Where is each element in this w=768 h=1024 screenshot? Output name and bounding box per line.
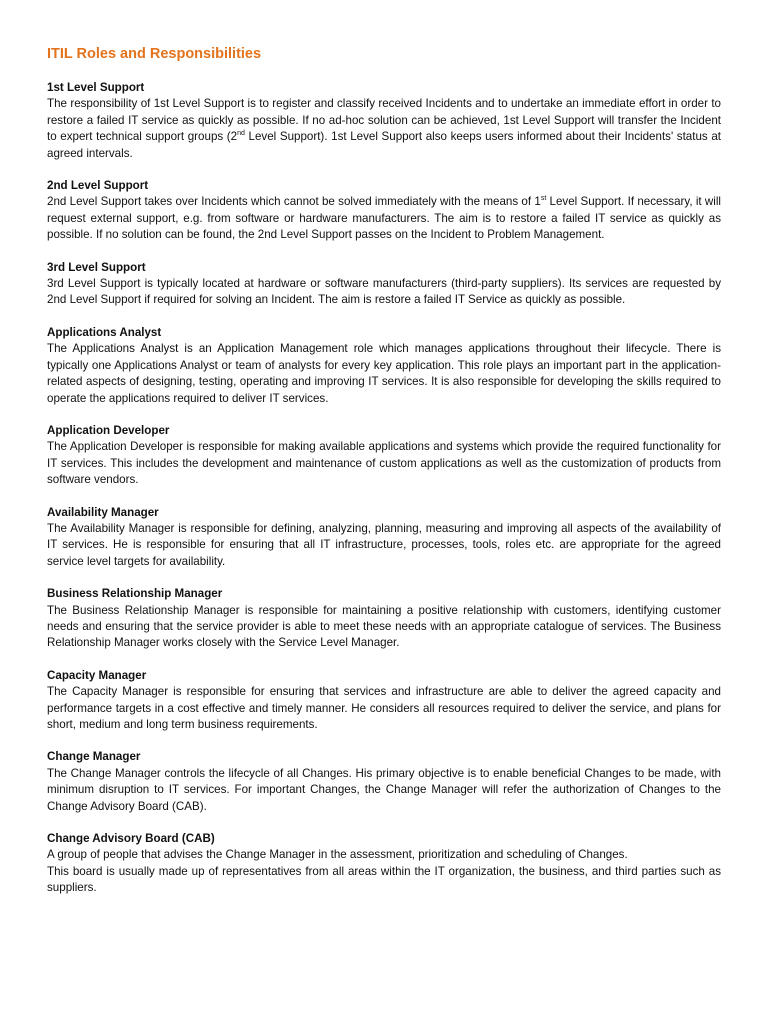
section-business-relationship-manager [47, 586, 721, 652]
section-body [47, 276, 721, 309]
section-paragraph [47, 96, 721, 162]
section-capacity-manager [47, 668, 721, 734]
section-paragraph: The Availability Manager is responsible for defining, analyzing, planning, measuring and improving all aspects of the availability of IT services. He is responsible for ensuring that all IT infrastructure, processes, tools, roles etc. are appropriate for the agreed service level targets for availability. [47, 521, 721, 568]
section-heading: 3rd Level Support [47, 260, 146, 274]
section-heading: Applications Analyst [47, 325, 162, 339]
section-heading: Business Relationship Manager [47, 587, 223, 601]
section-body [47, 684, 721, 733]
ordinal-superscript: nd [237, 130, 245, 138]
section-2nd-level-support [47, 178, 721, 244]
section-change-manager [47, 749, 721, 815]
document-title: ITIL Roles and Responsibilities [47, 46, 262, 62]
section-body [47, 194, 721, 243]
section-paragraph [47, 194, 721, 243]
section-paragraph: The Capacity Manager is responsible for ensuring that services and infrastructure are able to deliver the agreed capacity and performance targets in a cost effective and timely manner. He considers all resources required to deliver the service, and plans for short, medium and long term business requirements. [47, 685, 721, 731]
document-page [47, 44, 721, 913]
section-paragraph: The Applications Analyst is an Application Management role which manages applications throughout their lifecycle. There is typically one Applications Analyst or team of analysts for every key application. This role plays an important part in the application-related aspects of designing, testing, operating and improving IT services. It is also responsible for developing the skills required to operate the applications required to deliver IT services. [47, 342, 721, 405]
section-body [47, 521, 721, 570]
paragraph-text: The responsibility of 1st Level Support is to register and classify received Incidents and to undertake an immediate effort in order to restore a failed IT service as quickly as possible. If no ad-hoc solution can be achieved, 1st Level Support will transfer the Incident to expert technical support groups (2 [47, 97, 721, 144]
section-applications-analyst [47, 325, 721, 407]
section-heading: Change Advisory Board (CAB) [47, 832, 215, 846]
section-paragraph: The Business Relationship Manager is responsible for maintaining a positive relationship with customers, identifying customer needs and ensuring that the service provider is able to meet these needs with an appropriate catalogue of services. The Business Relationship Manager works closely with the Service Level Manager. [47, 603, 721, 650]
section-application-developer [47, 423, 721, 489]
section-body [47, 341, 721, 407]
section-heading: Application Developer [47, 423, 170, 437]
section-heading: 1st Level Support [47, 81, 145, 94]
section-body [47, 439, 721, 488]
section-paragraph: A group of people that advises the Change Manager in the assessment, prioritization and scheduling of Changes. [47, 848, 628, 862]
section-1st-level-support [47, 80, 721, 162]
ordinal-superscript: st [540, 195, 547, 203]
paragraph-text: Level Support). 1st Level Support also keeps users informed about their Incidents' status at agreed intervals. [47, 130, 721, 160]
section-body [47, 847, 721, 896]
section-heading: Availability Manager [47, 505, 159, 519]
paragraph-text: Level Support. If necessary, it will request external support, e.g. from software or hardware manufacturers. The aim is to restore a failed IT service as quickly as possible. If no solution can be found, the 2nd Level Support passes on the Incident to Problem Management. [47, 195, 721, 242]
section-body [47, 603, 721, 652]
section-paragraph: The Application Developer is responsible for making available applications and systems which provide the required functionality for IT services. This includes the development and maintenance of custom applications as well as the customization of products from software vendors. [47, 440, 721, 487]
section-paragraph: This board is usually made up of representatives from all areas within the IT organization, the business, and third parties such as suppliers. [47, 864, 721, 895]
paragraph-text: 2nd Level Support takes over Incidents which cannot be solved immediately with the means of 1 [47, 195, 541, 209]
section-heading: Capacity Manager [47, 668, 147, 682]
section-change-advisory-board [47, 831, 721, 897]
section-heading: 2nd Level Support [47, 179, 149, 193]
section-body [47, 766, 721, 815]
section-body [47, 96, 721, 162]
section-3rd-level-support [47, 260, 721, 309]
section-paragraph: The Change Manager controls the lifecycle of all Changes. His primary objective is to enable beneficial Changes to be made, with minimum disruption to IT services. For important Changes, the Change Manager will refer the authorization of Changes to the Change Advisory Board (CAB). [47, 766, 721, 813]
section-paragraph: 3rd Level Support is typically located at hardware or software manufacturers (third-party suppliers). Its services are requested by 2nd Level Support if required for solving an Incident. The aim is restore a failed IT Service as quickly as possible. [47, 277, 721, 307]
section-availability-manager [47, 505, 721, 571]
section-heading: Change Manager [47, 750, 141, 764]
